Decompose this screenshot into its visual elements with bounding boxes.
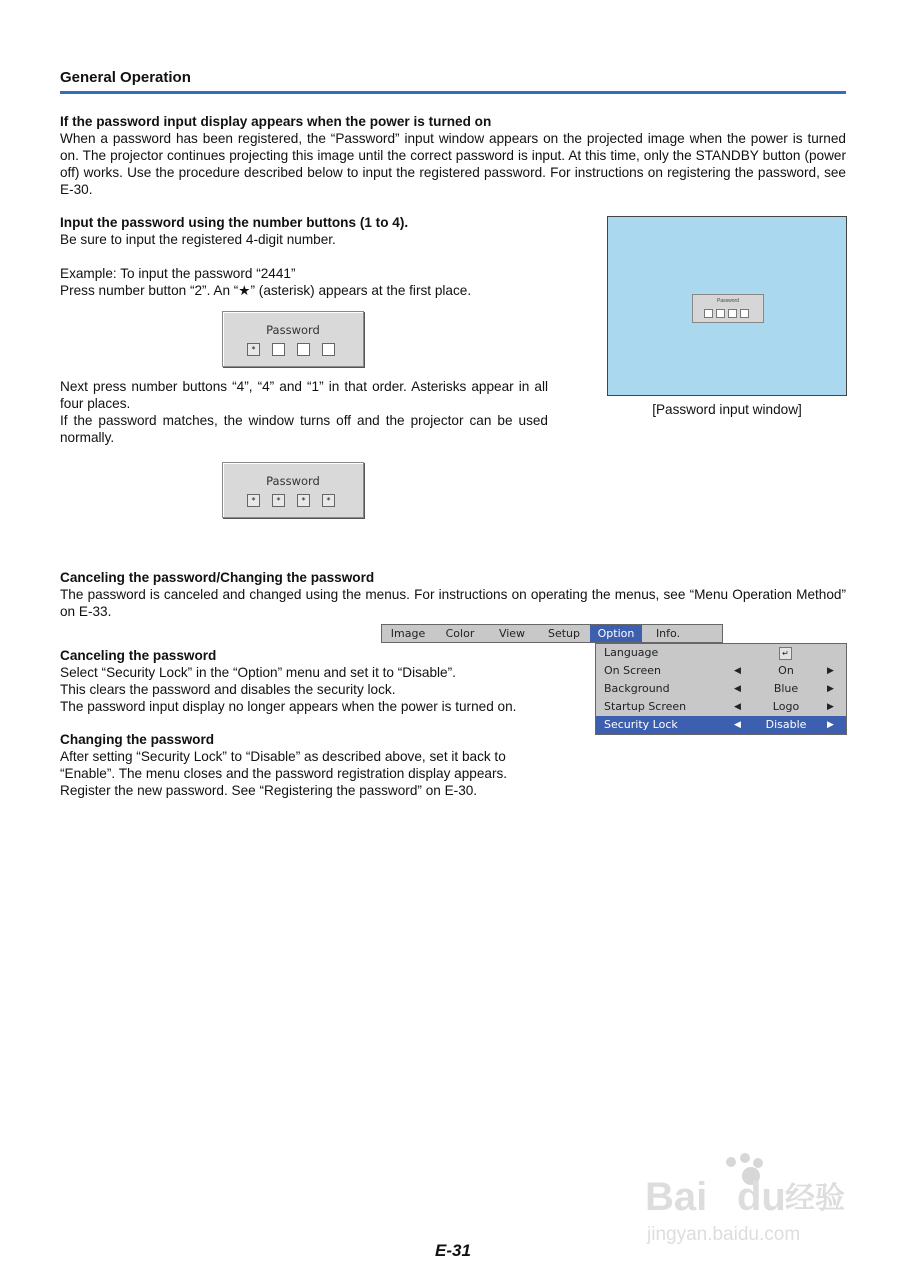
watermark-bai: Bai — [645, 1175, 708, 1219]
changing-line3: Register the new password. See “Registering the password” on E-30. — [60, 783, 478, 798]
canceling-line2: This clears the password and disables the security lock. — [60, 682, 396, 697]
changing-body: After setting “Security Lock” to “Disable” as described above, set it back to “Enable”. The menu closes and the password registration display appears. — [60, 749, 508, 781]
password-slot: * — [247, 494, 260, 507]
input-heading: Input the password using the number buttons (1 to 4). — [60, 215, 409, 230]
password-slot — [297, 343, 310, 356]
password-slot — [272, 343, 285, 356]
tab-info[interactable]: Info. — [655, 627, 681, 640]
enter-icon: ↵ — [779, 647, 792, 660]
menu-row-label: Background — [604, 682, 670, 695]
tab-option[interactable]: Option — [590, 625, 642, 642]
next-line: Next press number buttons “4”, “4” and “1” in that order. Asterisks appear in all four places. — [60, 379, 548, 411]
menu-row-value: Logo — [772, 700, 800, 713]
cancel-change-body: The password is canceled and changed using the menus. For instructions on operating the menus, see “Menu Operation Method” on E-33. — [60, 587, 846, 619]
password-slot: * — [272, 494, 285, 507]
menu-row-value: Disable — [765, 718, 807, 731]
tab-image[interactable]: Image — [390, 627, 426, 640]
arrow-left-icon[interactable]: ◀ — [734, 702, 741, 712]
mini-slot — [704, 309, 713, 318]
mini-password-label: Password — [717, 298, 739, 304]
menu-row-on-screen[interactable] — [596, 662, 846, 680]
password-window-full — [222, 462, 364, 518]
password-slot: * — [297, 494, 310, 507]
section-title: General Operation — [60, 69, 191, 86]
menu-row-label: Startup Screen — [604, 700, 687, 713]
changing-heading: Changing the password — [60, 732, 215, 747]
intro-body: When a password has been registered, the “Password” input window appears on the projected image when the power is turned on. The projector continues projecting this image until the correct password is input. At this time, only the STANDBY button (power off) works. Use the procedure described below to input the registered password. For instructions on registering the password, see E-30. — [60, 131, 846, 197]
mini-slot — [716, 309, 725, 318]
menu-row-label: Security Lock — [604, 718, 678, 731]
mini-slot — [728, 309, 737, 318]
password-label: Password — [266, 323, 320, 337]
menu-row-language[interactable] — [596, 644, 846, 662]
tab-color[interactable]: Color — [445, 627, 475, 640]
tab-view[interactable]: View — [498, 627, 526, 640]
cancel-change-heading: Canceling the password/Changing the password — [60, 570, 375, 585]
password-window-one — [222, 311, 364, 367]
arrow-right-icon[interactable]: ▶ — [827, 684, 834, 694]
arrow-left-icon[interactable]: ◀ — [734, 684, 741, 694]
password-label: Password — [266, 474, 320, 488]
input-line1: Be sure to input the registered 4-digit number. — [60, 232, 336, 247]
header-rule — [60, 91, 846, 94]
page-number: E-31 — [435, 1241, 471, 1260]
canceling-line1: Select “Security Lock” in the “Option” menu and set it to “Disable”. — [60, 665, 456, 680]
menu-row-background[interactable] — [596, 680, 846, 698]
watermark-du: du — [737, 1175, 786, 1219]
baidu-watermark — [645, 1150, 860, 1250]
arrow-right-icon[interactable]: ▶ — [827, 666, 834, 676]
arrow-left-icon[interactable]: ◀ — [734, 666, 741, 676]
mini-password-window — [692, 294, 764, 323]
menu-row-label: Language — [604, 646, 659, 659]
example-line: Example: To input the password “2441” — [60, 266, 296, 281]
menu-row-label: On Screen — [604, 664, 661, 677]
canceling-heading: Canceling the password — [60, 648, 217, 663]
menu-row-value: Blue — [773, 682, 799, 695]
arrow-right-icon[interactable]: ▶ — [827, 702, 834, 712]
tab-setup[interactable]: Setup — [547, 627, 581, 640]
menu-row-startup-screen[interactable] — [596, 698, 846, 716]
menu-row-security-lock[interactable] — [596, 716, 846, 734]
watermark-url: jingyan.baidu.com — [647, 1224, 801, 1245]
option-menu-panel — [595, 643, 847, 735]
canceling-line3: The password input display no longer appears when the power is turned on. — [60, 699, 517, 714]
intro-heading: If the password input display appears when the power is turned on — [60, 114, 492, 129]
press-line: Press number button “2”. An “★” (asterisk) appears at the first place. — [60, 283, 472, 298]
arrow-right-icon[interactable]: ▶ — [827, 720, 834, 730]
password-slot: * — [322, 494, 335, 507]
projected-screen-caption: [Password input window] — [652, 402, 802, 417]
match-line: If the password matches, the window turns off and the projector can be used normally. — [60, 413, 548, 445]
arrow-left-icon[interactable]: ◀ — [734, 720, 741, 730]
menu-tab-bar — [381, 624, 723, 643]
projected-screen — [607, 216, 847, 396]
password-slot — [322, 343, 335, 356]
watermark-jingyan: 经验 — [785, 1181, 845, 1216]
mini-slot — [740, 309, 749, 318]
menu-row-value: On — [778, 664, 794, 677]
password-slot: * — [247, 343, 260, 356]
